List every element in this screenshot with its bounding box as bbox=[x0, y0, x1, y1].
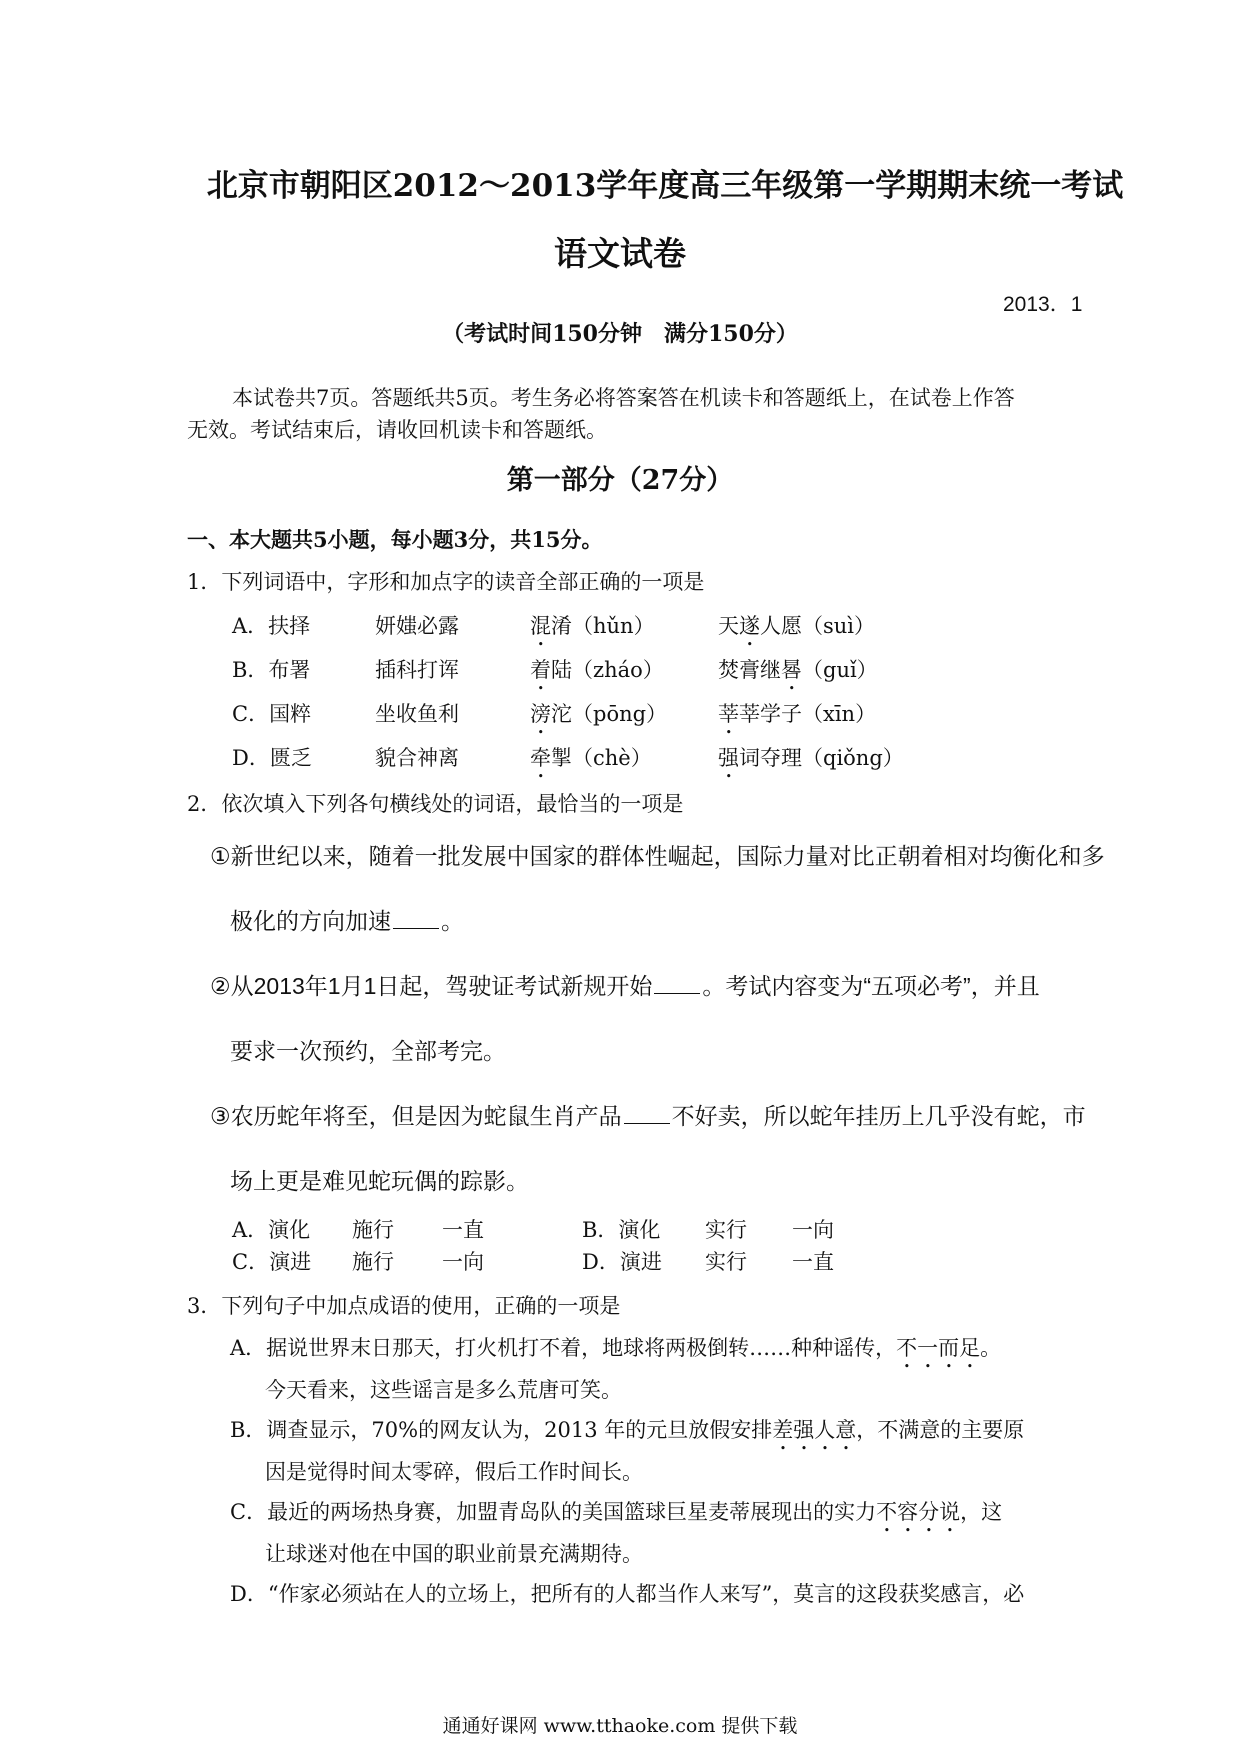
option-word: 一直 bbox=[442, 1218, 484, 1242]
option-word: 施行 bbox=[352, 1218, 394, 1242]
option-word: 一直 bbox=[792, 1250, 834, 1274]
q2-option-d-label: D．演进 bbox=[582, 1250, 662, 1274]
q3-option-a-line-2: 今天看来，这些谣言是多么荒唐可笑。 bbox=[265, 1378, 622, 1402]
question-3-stem: 3．下列句子中加点成语的使用，正确的一项是 bbox=[187, 1294, 621, 1318]
option-label: A．扶择 bbox=[232, 614, 311, 638]
question-1-stem: 1．下列词语中，字形和加点字的读音全部正确的一项是 bbox=[187, 570, 705, 594]
option-word: 混淆（hǔn） bbox=[530, 614, 655, 638]
q3-option-a-line-1: A．据说世界末日那天，打火机打不着，地球将两极倒转……种种谣传，不一而足。 bbox=[230, 1336, 1002, 1360]
exam-title: 北京市朝阳区2012～2013学年度高三年级第一学期期末统一考试 bbox=[206, 168, 1124, 204]
option-word: 莘莘学子（xīn） bbox=[718, 702, 877, 726]
option-word: 滂沱（pōng） bbox=[530, 702, 668, 726]
option-word: 实行 bbox=[705, 1250, 747, 1274]
answer-blank bbox=[624, 1122, 670, 1124]
answer-blank bbox=[654, 992, 700, 994]
sentence-2-line-1: ②从2013年1月1日起，驾驶证考试新规开始 。考试内容变为“五项必考”，并且 bbox=[210, 973, 1040, 999]
option-word: 实行 bbox=[705, 1218, 747, 1242]
part-title: 第一部分（27分） bbox=[506, 465, 734, 496]
sentence-2-line-2: 要求一次预约，全部考完。 bbox=[230, 1038, 506, 1064]
option-word: 施行 bbox=[352, 1250, 394, 1274]
q3-option-d-line-1: D．“作家必须站在人的立场上，把所有的人都当作人来写”，莫言的这段获奖感言，必 bbox=[230, 1582, 1025, 1606]
option-label: D．匮乏 bbox=[232, 746, 312, 770]
sentence-1-line-1: ①新世纪以来，随着一批发展中国家的群体性崛起，国际力量对比正朝着相对均衡化和多 bbox=[210, 843, 1105, 869]
option-word: 坐收鱼利 bbox=[375, 702, 459, 726]
q2-option-a-label: A．演化 bbox=[232, 1218, 311, 1242]
sentence-1-line-2: 极化的方向加速 。 bbox=[230, 908, 464, 934]
q3-option-b-line-2: 因是觉得时间太零碎，假后工作时间长。 bbox=[265, 1460, 643, 1484]
q3-option-b-line-1: B．调查显示，70%的网友认为，2013 年的元旦放假安排差强人意，不满意的主要原 bbox=[230, 1418, 1025, 1442]
q3-option-c-line-1: C．最近的两场热身赛，加盟青岛队的美国篮球巨星麦蒂展现出的实力不容分说，这 bbox=[230, 1500, 1003, 1524]
intro-line-1: 本试卷共7页。答题纸共5页。考生务必将答案答在机读卡和答题纸上，在试卷上作答 bbox=[232, 386, 1015, 410]
q2-option-c-label: C．演进 bbox=[232, 1250, 312, 1274]
option-word: 强词夺理（qiǒng） bbox=[718, 746, 904, 770]
exam-date: 2013．1 bbox=[1003, 293, 1083, 316]
option-word: 插科打诨 bbox=[375, 658, 459, 682]
sentence-3-line-2: 场上更是难见蛇玩偶的踪影。 bbox=[230, 1168, 529, 1194]
exam-time-info: （考试时间150分钟 满分150分） bbox=[442, 321, 798, 347]
sentence-3-line-1: ③农历蛇年将至，但是因为蛇鼠生肖产品 不好卖，所以蛇年挂历上几乎没有蛇，市 bbox=[210, 1103, 1086, 1129]
option-word: 着陆（zháo） bbox=[530, 658, 664, 682]
answer-blank bbox=[393, 927, 439, 929]
q3-option-c-line-2: 让球迷对他在中国的职业前景充满期待。 bbox=[265, 1542, 643, 1566]
option-word: 妍媸必露 bbox=[375, 614, 459, 638]
question-2-stem: 2．依次填入下列各句横线处的词语，最恰当的一项是 bbox=[187, 792, 684, 816]
q2-option-b-label: B．演化 bbox=[582, 1218, 661, 1242]
footer-credit: 通通好课网 www.tthaoke.com 提供下载 bbox=[442, 1715, 798, 1737]
option-label: C．国粹 bbox=[232, 702, 312, 726]
option-word: 牵掣（chè） bbox=[530, 746, 652, 770]
option-word: 一向 bbox=[442, 1250, 484, 1274]
section-title: 一、本大题共5小题，每小题3分，共15分。 bbox=[187, 527, 603, 552]
option-word: 天遂人愿（suì） bbox=[718, 614, 876, 638]
option-word: 一向 bbox=[792, 1218, 834, 1242]
option-word: 焚膏继晷（guǐ） bbox=[718, 658, 878, 682]
paper-subtitle: 语文试卷 bbox=[554, 234, 686, 273]
intro-line-2: 无效。考试结束后，请收回机读卡和答题纸。 bbox=[187, 418, 607, 442]
option-word: 貌合神离 bbox=[375, 746, 459, 770]
option-label: B．布署 bbox=[232, 658, 311, 682]
